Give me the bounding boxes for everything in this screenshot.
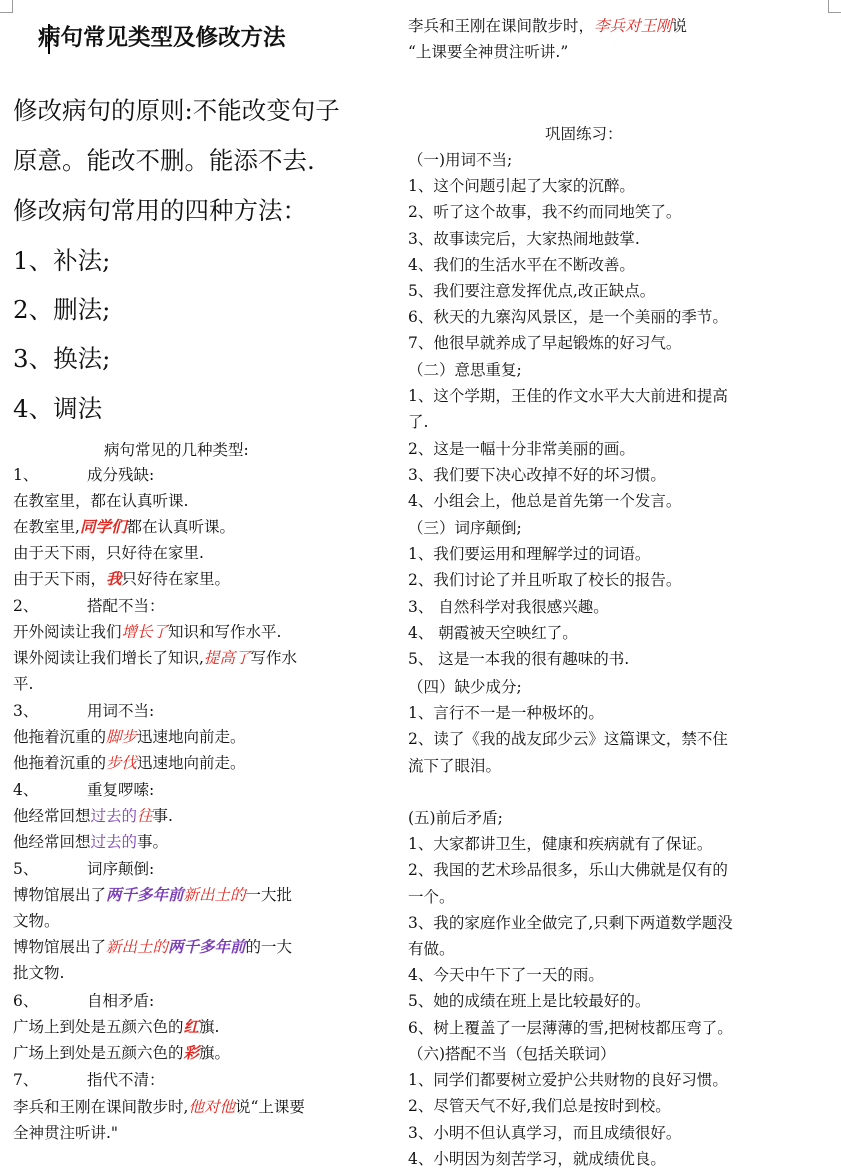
method-heading: 修改病句常用的四种方法： [13, 196, 307, 225]
type-heading [13, 991, 154, 1011]
type-label: 自相矛盾: [87, 992, 155, 1010]
highlight-red: 我 [106, 569, 122, 588]
practice-item: 3、故事读完后，大家热闹地鼓掌. [408, 230, 640, 248]
principle-line: 原意。能改不删。能添不去. [13, 146, 315, 175]
example-line: 他拖着沉重的步伐迅速地向前走。 [13, 754, 246, 772]
example-line: 广场上到处是五颜六色的彩旗。 [13, 1043, 231, 1062]
type-number: 5、 [13, 860, 39, 878]
example-line: 他拖着沉重的脚步迅速地向前走。 [13, 728, 246, 746]
method-item: 4、调法 [13, 394, 103, 423]
example-line: “上课要全神贯注听讲.” [408, 43, 569, 61]
example-line: 广场上到处是五颜六色的红旗. [13, 1017, 220, 1036]
highlight-purple: 过去的 [90, 807, 138, 825]
practice-item: 6、秋天的九寨沟风景区，是一个美丽的季节。 [408, 308, 728, 326]
type-heading [13, 701, 154, 721]
practice-section-title: （四）缺少成分; [408, 678, 522, 696]
example-line: 全神贯注听讲." [13, 1124, 119, 1142]
practice-item: 4、小明因为刻苦学习，就成绩优良。 [408, 1150, 666, 1168]
type-label: 词序颠倒: [87, 860, 155, 878]
example-line: 批文物. [13, 964, 65, 982]
practice-section-title: (五)前后矛盾; [408, 809, 503, 827]
example-line: 课外阅读让我们增长了知识,提高了写作水 [13, 649, 297, 667]
example-line: 开外阅读让我们增长了知识和写作水平. [13, 623, 282, 641]
example-line: 由于天下雨，我只好待在家里。 [13, 569, 231, 588]
type-number: 7、 [13, 1071, 39, 1089]
example-line: 他经常回想过去的往事. [13, 807, 173, 825]
practice-item: 4、今天中午下了一天的雨。 [408, 966, 604, 984]
type-number: 6、 [13, 992, 39, 1010]
practice-item: 1、同学们都要树立爱护公共财物的良好习惯。 [408, 1071, 728, 1089]
highlight-red: 彩 [183, 1043, 200, 1062]
example-line: 平. [13, 675, 34, 693]
practice-item: 流下了眼泪。 [408, 757, 502, 775]
example-line: 他经常回想过去的事。 [13, 833, 169, 851]
type-heading [13, 1070, 165, 1090]
type-label: 成分残缺: [87, 466, 155, 484]
highlight-red: 提高了 [203, 649, 251, 667]
highlight-red: 同学们 [79, 517, 127, 536]
example-line: 博物馆展出了两千多年前新出土的一大批 [13, 885, 293, 904]
practice-section-title: （一)用词不当; [408, 151, 513, 169]
example-line: 在教室里，都在认真听课. [13, 492, 189, 510]
practice-item: 4、我们的生活水平在不断改善。 [408, 256, 635, 274]
practice-item: 6、树上覆盖了一层薄薄的雪,把树枝都压弯了。 [408, 1019, 733, 1037]
practice-item: 1、这个问题引起了大家的沉醉。 [408, 177, 635, 195]
practice-item: 4、 朝霞被天空映红了。 [408, 624, 578, 642]
method-item: 3、换法; [13, 344, 111, 373]
method-item: 1、补法; [13, 246, 111, 275]
practice-item: 1、我们要运用和理解学过的词语。 [408, 545, 651, 563]
type-number: 1、 [13, 466, 39, 484]
type-label: 重复啰嗦: [87, 781, 155, 799]
practice-item: 3、我们要下决心改掉不好的坏习惯。 [408, 466, 666, 484]
method-item: 2、删法; [13, 295, 111, 324]
type-number: 2、 [13, 597, 39, 615]
page-corner-mark-right [828, 0, 841, 13]
type-number: 3、 [13, 702, 39, 720]
practice-item: 2、尽管天气不好,我们总是按时到校。 [408, 1097, 671, 1115]
highlight-red: 李兵对王刚 [594, 17, 672, 35]
highlight-red: 步伐 [106, 754, 138, 772]
practice-item: 1、这个学期，王佳的作文水平大大前进和提高 [408, 387, 728, 405]
practice-item: 5、她的成绩在班上是比较最好的。 [408, 992, 651, 1010]
practice-item: 1、言行不一是一种极坏的。 [408, 704, 604, 722]
practice-item: 3、 自然科学对我很感兴趣。 [408, 598, 609, 616]
highlight-red: 往 [137, 807, 153, 825]
practice-item: 一个。 [408, 888, 455, 906]
example-line: 文物。 [13, 912, 60, 930]
practice-item: 4、小组会上，他总是首先第一个发言。 [408, 492, 682, 510]
example-line: 由于天下雨，只好待在家里. [13, 544, 204, 562]
practice-item: 有做。 [408, 940, 455, 958]
practice-item: 5、我们要注意发挥优点,改正缺点。 [408, 282, 656, 300]
practice-heading: 巩固练习： [545, 125, 623, 143]
highlight-red: 新出土的 [106, 938, 169, 956]
type-number: 4、 [13, 781, 39, 799]
practice-item: 2、这是一幅十分非常美丽的画。 [408, 440, 635, 458]
example-line: 在教室里,同学们都在认真听课。 [13, 517, 235, 536]
highlight-red: 增长了 [121, 623, 169, 641]
type-label: 用词不当: [87, 702, 155, 720]
page-corner-mark-left [0, 0, 13, 13]
type-heading [13, 596, 165, 616]
practice-section-title: （六)搭配不当（包括关联词） [408, 1045, 616, 1063]
practice-section-title: （二）意思重复; [408, 361, 522, 379]
practice-item: 1、大家都讲卫生，健康和疾病就有了保证。 [408, 835, 713, 853]
highlight-red: 脚步 [106, 728, 138, 746]
practice-item: 3、我的家庭作业全做完了,只剩下两道数学题没 [408, 914, 733, 932]
practice-item: 2、我国的艺术珍品很多，乐山大佛就是仅有的 [408, 861, 728, 879]
practice-item: 5、 这是一本我的很有趣味的书. [408, 650, 630, 668]
practice-item: 2、我们讨论了并且听取了校长的报告。 [408, 571, 682, 589]
practice-item: 3、小明不但认真学习，而且成绩很好。 [408, 1124, 682, 1142]
highlight-red: 红 [183, 1017, 200, 1036]
highlight-red: 新出土的 [183, 886, 246, 904]
principle-line: 修改病句的原则:不能改变句子 [13, 96, 340, 125]
practice-item: 了. [408, 413, 429, 431]
type-heading [13, 780, 154, 800]
example-line: 李兵和王刚在课间散步时，李兵对王刚说 [408, 17, 688, 35]
example-line: 李兵和王刚在课间散步时,他对他说“上课要 [13, 1098, 305, 1116]
practice-item: 2、读了《我的战友邱少云》这篇课文，禁不住 [408, 730, 728, 748]
page-title: 病句常见类型及修改方法 [38, 25, 286, 51]
practice-item: 7、他很早就养成了早起锻炼的好习气。 [408, 334, 682, 352]
highlight-purple: 两千多年前 [168, 937, 246, 956]
practice-item: 2、听了这个故事，我不约而同地笑了。 [408, 203, 682, 221]
types-heading: 病句常见的几种类型: [104, 441, 249, 459]
highlight-red: 他对他 [188, 1098, 235, 1116]
example-line: 博物馆展出了新出土的两千多年前的一大 [13, 937, 293, 956]
highlight-purple: 两千多年前 [106, 885, 184, 904]
type-heading [13, 859, 154, 879]
type-heading [13, 465, 154, 485]
type-label: 指代不清： [87, 1071, 165, 1089]
practice-section-title: （三）词序颠倒; [408, 519, 522, 537]
highlight-purple: 过去的 [90, 833, 138, 851]
type-label: 搭配不当： [87, 597, 165, 615]
